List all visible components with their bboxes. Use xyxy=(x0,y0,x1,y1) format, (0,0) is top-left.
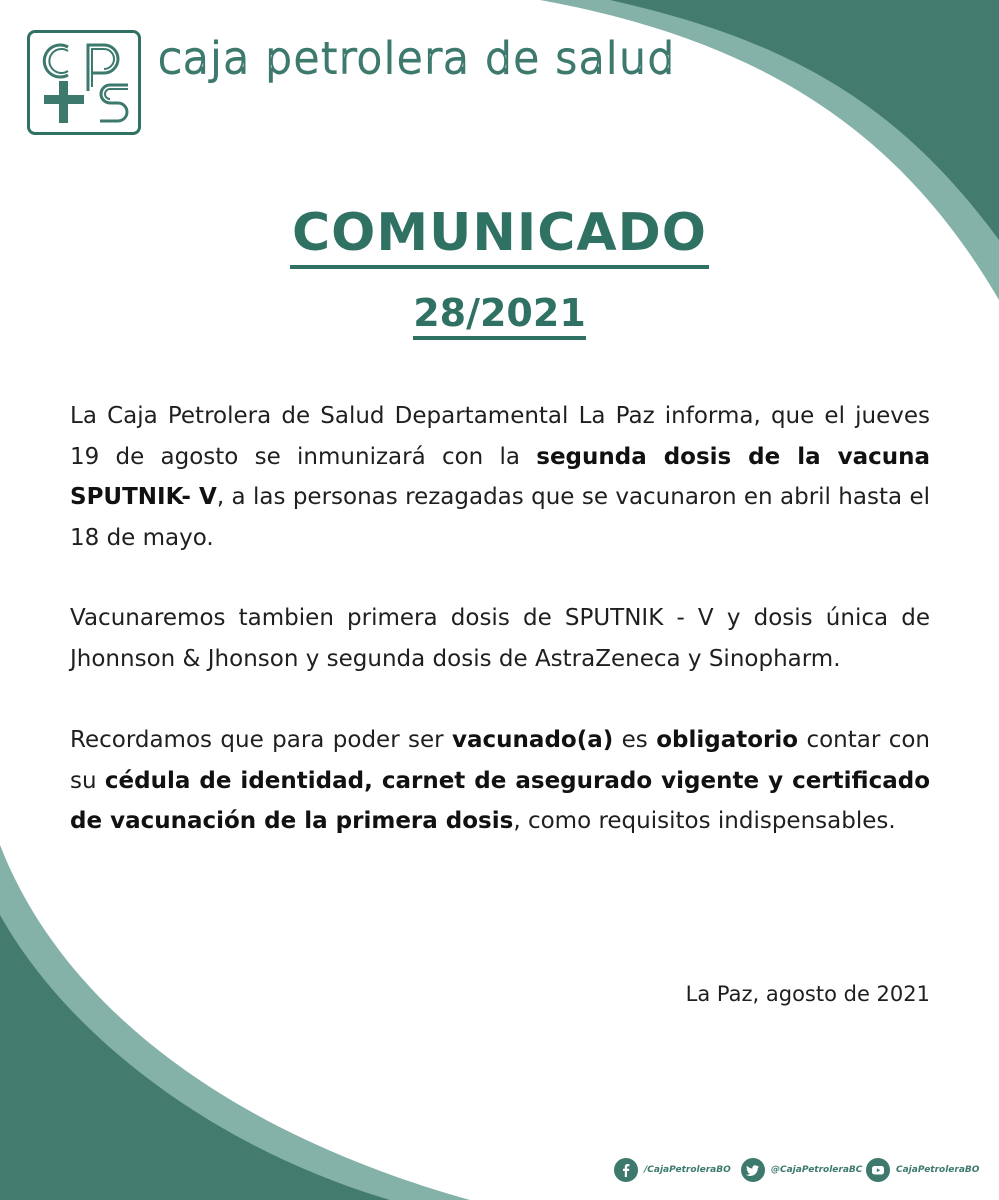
facebook-handle: /CajaPetroleraBO xyxy=(644,1165,731,1175)
text-run: Vacunaremos tambien primera dosis de SPUTNIK - V y dosis única de Jhonnson & Jhonson y segunda dosis de AstraZeneca y Sinopharm. xyxy=(70,605,930,672)
social-youtube[interactable] xyxy=(866,1158,979,1182)
number-text: 28/2021 xyxy=(413,291,586,340)
paragraph-vaccines xyxy=(70,598,930,679)
facebook-icon xyxy=(614,1158,638,1182)
logo-mark xyxy=(30,33,138,132)
text-run: es xyxy=(613,727,657,753)
text-run: contar con su xyxy=(70,727,930,794)
bold-run: vacunado(a) xyxy=(452,727,614,753)
bold-run: segunda dosis de la vacuna SPUTNIK- V xyxy=(70,443,930,510)
paragraph-announcement xyxy=(70,396,930,558)
brand-name: caja petrolera de salud xyxy=(158,34,676,84)
twitter-icon xyxy=(741,1158,765,1182)
bold-run: cédula de identidad, carnet de asegurado vigente y certificado de vacunación de la primera dosis xyxy=(70,767,930,834)
text-run: Recordamos que para poder ser xyxy=(70,727,453,753)
youtube-icon xyxy=(866,1158,890,1182)
logo xyxy=(27,30,141,135)
text-run: , a las personas rezagadas que se vacunaron en abril hasta el 18 de mayo. xyxy=(70,484,930,551)
text-run: La Caja Petrolera de Salud Departamental La Paz informa, que el jueves 19 de agosto se inmunizará con la xyxy=(70,403,930,470)
social-twitter[interactable] xyxy=(741,1158,862,1182)
communique-number xyxy=(0,291,999,335)
bold-run: obligatorio xyxy=(656,727,799,753)
paragraph-requirements xyxy=(70,720,930,842)
title-text: COMUNICADO xyxy=(290,203,709,269)
twitter-handle: @CajaPetroleraBC xyxy=(771,1165,863,1175)
dateline: La Paz, agosto de 2021 xyxy=(685,982,930,1006)
social-facebook[interactable] xyxy=(614,1158,731,1182)
youtube-handle: CajaPetroleraBO xyxy=(896,1165,980,1175)
page-title xyxy=(0,203,999,263)
text-run: , como requisitos indispensables. xyxy=(513,808,896,834)
